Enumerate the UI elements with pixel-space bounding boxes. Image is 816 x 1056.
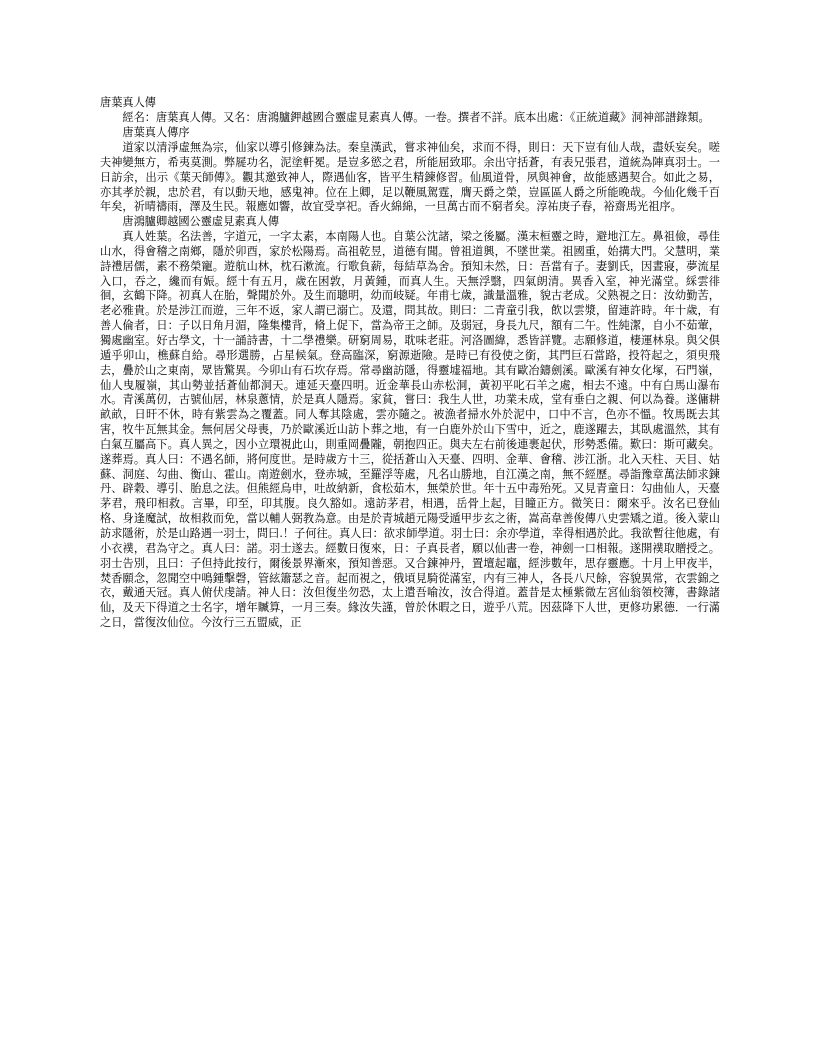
preface-body-paragraph: 道家以清淨虛無為宗，仙家以導引修鍊為法。秦皇漢武，嘗求神仙矣，求而不得，則日：天下豈有仙人哉，盡妖妄矣。嗟夫神變無方，希夷莫測。弊屣功名，泥塗軒冕。是豈多慾之君，所能屈致耶。余出守括蒼，有表兄張君，道統為陣真羽士。一日訪余，出示《葉天師傳》。觀其邀致神人，際遇仙客，皆平生精鍊修習。仙風道骨，夙與神會，故能感遇契合。如此之易，亦其孝於親，忠於君，有以動天地，感鬼神。位在上卿，足以鞭風駕霆，膺天爵之榮，豈區區人爵之所能晚哉。今仙化幾千百年矣，祈晴禱雨，澤及生民。報應如響，故宜受享祀。香火綿綿，一旦萬古而不窮者矣。淳祐庚子春，裕齋馬光祖序。 <box>100 141 720 214</box>
main-heading: 唐鴻臚卿越國公靈虛見素真人傳 <box>122 215 280 229</box>
main-body-paragraph: 真人姓葉。名法善，字道元，一字太素，本南陽人也。自葉公沈諸，梁之後屬。漢末桓靈之時，避地江左。鼻祖儉，尋佳山水，得會稽之南鄉，隱於卯酉，家於松陽焉。高祖乾昱，道德有聞。曾祖道興，不墜世業。祖國重，始搆大門。父慧明，業詩禮居儒，素不務榮寵。遊航山林，枕石漱流。行歌負薪，每結草為舍。預知未然，日：吾當有子。妻劉氏，因晝寢，夢流星入口，吞之，纔而有娠。經十有五月，歲在困敦，月黃鍾，而真人生。天無浮翳，四氣朗清。異香入室，神光滿堂。綵雲徘徊，玄鶴下降。初真人在胎，聲聞於外。及生而聰明，幼而岐疑。年甫七歲，識量溫雅，貌古老成。父熟視之日：汝幼勤苦，老必雅貴。於是涉江而遊，三年不返，家人謂已溺亡。及還，問其故。則曰：二青童引我，飲以雲漿，留連許時。年十歲，有善人倫者，日：子以日角月湄，隆集樓背，脩上促下，當為帝王之師。及弱冠，身長九尺，額有二午。性純潔，自小不茹葷，獨處幽室。好古學文，十一誦詩書，十二學禮樂。研窮周易，耽味老莊。河洛圖緯，悉皆詳覽。志願修道，棲運林泉。與父俱遁乎卯山，樵蘇自給。尋形選勝，占星候氣。登高臨深，窮源逝險。是時已有役使之銜，其門巨石當路，投符起之，須臾飛去，疊於山之東南，眾皆驚異。今卯山有石坎存焉。常尋幽訪隱，得靈墟福地。其有歐冶鑄劍溪。歐溪有神女化塚，石門嶺，仙人曳履嶺，其山勢並括蒼仙都洞天。連延天臺四明。近金華長山赤松洞，黃初平叱石羊之處，相去不遠。中有白馬山瀑布水。青溪萬仞，古號仙居，林泉蔥情，於是真人隱焉。家貧，嘗曰：我生人世，功業未成，堂有垂白之親、何以為養。遂傭耕畝畝，日旰不休，時有紫雲為之覆蓋。同人奪其陰處，雲亦隨之。被漁者掃水外於泥中，口中不言，色亦不慍。牧馬既去其害，牧牛瓦無其金。無何居父母喪，乃於歐溪近山訪卜葬之地，有一白鹿外於山下雪中，近之，鹿遂躍去，其臥處溫然，其有白氣互屬高下。真人異之，因小立環視此山，則重岡疊隴，朝抱四正。與夫左右前後連裹起伏，形勢悉備。歎曰：斯可藏矣。遂葬焉。真人曰：不遇名師，將何度世。是時歲方十三，從括蒼山入天臺、四明、金華、會稽、涉江浙。北入天柱、天目、姑蘇、洞庭、勾曲、衡山、霍山。南遊劍水，登赤城，至羅浮等處，凡名山勝地，自江漢之南，無不經歷。尋詣豫章萬法師求鍊丹、辟穀、導引、胎息之法。但熊經烏申，吐故納新，食松茹木，無榮於世。年十五中毒殆死。又見青童日：勾曲仙人，天臺茅君，飛印相救。言畢，印至，印其腹。良久豁如。遠訪茅君，相遇，岳骨上起，目瞳正方。微笑日：爾來乎。汝名已登仙格、身逢魔試，故相救而免，當以輔人弼教為意。由是於青城趙元陽受遁甲步玄之術，嵩高韋善俊傳八史雲矯之道。後入蒙山訪求隱術，於是山路遇一羽士，問曰.！子何往。真人曰：欲求師學道。羽士曰：余亦學道，幸得相遇於此。我欲暫往他處，有小衣襆，君為守之。真人曰：諾。羽士遂去。經數日復來，日：子真長者，願以仙書一卷，神劍一口相報。遂開襆取贈授之。羽士告別，且曰：子但持此按行，爾後景界漸來，預知善惡。又合鍊神丹，置壇起竈，經涉數年，思存靈應。十月上甲夜半，焚香願念，忽聞空中鳴鍾擊磬，管絃簫瑟之音。起而視之，俄頃見騎從滿室，内有三神人，各長八尺餘，容貌異常，衣雲錦之衣，戴通天冠。真人俯伏虔請。神人日：汝但復坐勿恐，太上遣吾喻汝，汝合得道。蓋昔是太極紫微左宮仙翁領校簿，書錄諸仙，及天下得道之士名字，增年贓算，一月三奏。緣汝失謹，曾於休暇之日，遊乎八荒。因茲降下人世，更修功累德．一行滿之日，當復汝仙位。今汝行三五盟威，正 <box>100 230 720 630</box>
document-body <box>100 96 720 631</box>
bibliographic-note-paragraph: 經名：唐葉真人傳。又名：唐鴻臚鉀越國合靈虛見素真人傳。一卷。撰者不詳。底本出處：《正統道藏》洞神部譜錄類。 <box>122 111 710 125</box>
document-title: 唐葉真人傳 <box>100 96 156 109</box>
preface-heading: 唐葉真人傳序 <box>122 126 190 140</box>
